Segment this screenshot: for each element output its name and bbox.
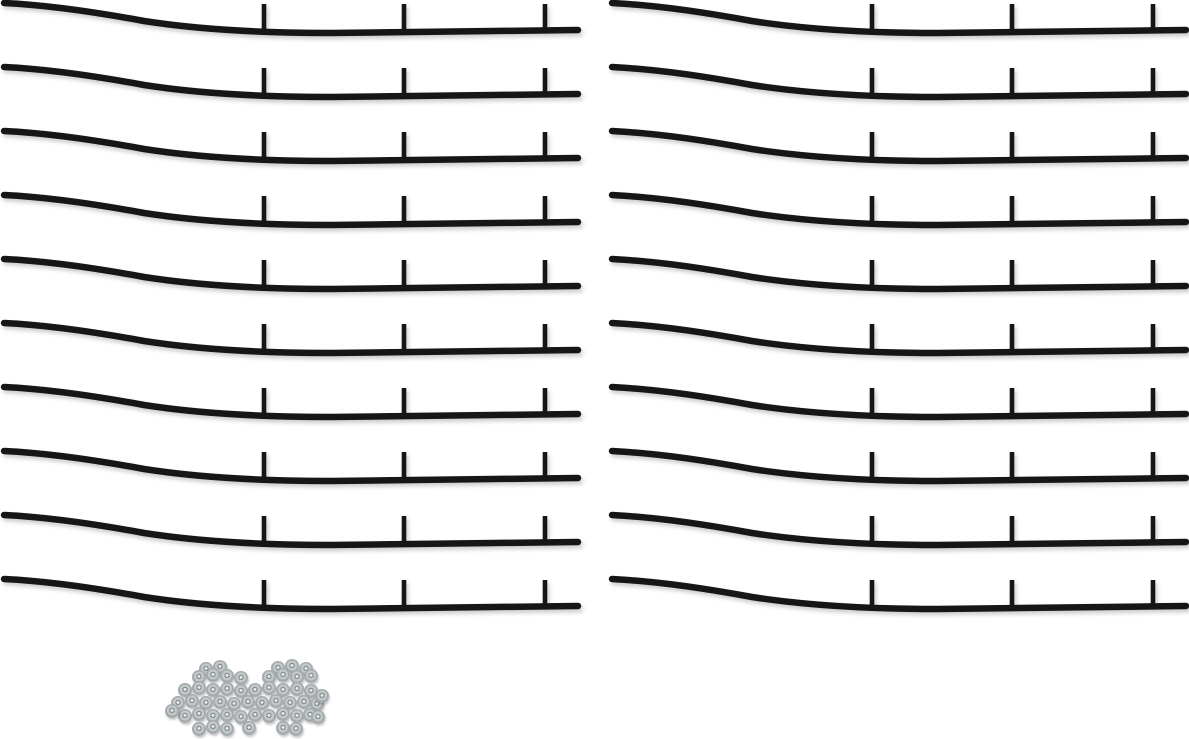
lock-nut <box>262 681 277 696</box>
runner-stud <box>264 260 545 286</box>
lock-nut <box>311 710 326 725</box>
runner-body <box>4 515 578 545</box>
runner-stud <box>264 388 545 414</box>
runner-stud <box>264 4 545 30</box>
lock-nut <box>206 668 221 683</box>
runner-body <box>4 195 578 225</box>
ski-runner <box>0 444 590 492</box>
lock-nut <box>206 720 221 735</box>
lock-nut <box>178 709 193 724</box>
ski-runner <box>608 572 1189 620</box>
runner-stud <box>264 580 545 606</box>
runner-body <box>4 131 578 161</box>
lock-nut <box>290 709 305 724</box>
runner-body <box>612 195 1186 225</box>
lock-nut <box>185 694 200 709</box>
runner-stud <box>264 68 545 94</box>
ski-runner <box>0 572 590 620</box>
runner-stud <box>264 324 545 350</box>
runner-body <box>4 579 578 609</box>
ski-runner <box>608 508 1189 556</box>
runner-stud <box>872 516 1153 542</box>
ski-runner <box>0 316 590 364</box>
ski-runner <box>0 124 590 172</box>
runner-body <box>612 3 1186 33</box>
lock-nut <box>276 707 291 722</box>
runner-body <box>4 67 578 97</box>
ski-runner <box>608 252 1189 300</box>
ski-runner <box>0 508 590 556</box>
runner-stud <box>264 196 545 222</box>
lock-nut <box>220 722 235 737</box>
lock-nut <box>213 695 228 710</box>
runner-body <box>612 515 1186 545</box>
ski-runner <box>0 60 590 108</box>
runner-stud <box>872 196 1153 222</box>
ski-runner <box>608 0 1189 44</box>
ski-runner <box>0 0 590 44</box>
runner-body <box>612 451 1186 481</box>
runner-stud <box>264 452 545 478</box>
runner-stud <box>872 580 1153 606</box>
lock-nut <box>289 722 304 737</box>
ski-runner <box>608 188 1189 236</box>
lock-nut <box>276 668 291 683</box>
runner-body <box>4 323 578 353</box>
lock-nut <box>192 681 207 696</box>
runner-stud <box>872 388 1153 414</box>
ski-runner <box>608 380 1189 428</box>
runner-body <box>4 259 578 289</box>
runner-body <box>612 259 1186 289</box>
lock-nut <box>304 669 319 684</box>
runner-body <box>612 67 1186 97</box>
runner-body <box>4 451 578 481</box>
ski-runner <box>0 380 590 428</box>
lock-nut <box>290 682 305 697</box>
runner-stud <box>872 68 1153 94</box>
runner-body <box>612 323 1186 353</box>
runner-stud <box>872 4 1153 30</box>
runner-body <box>4 3 578 33</box>
lock-nut <box>242 721 257 736</box>
ski-runner <box>608 60 1189 108</box>
ski-runner <box>0 252 590 300</box>
runner-body <box>612 387 1186 417</box>
lock-nut <box>262 709 277 724</box>
lock-nut <box>269 694 284 709</box>
runner-body <box>612 579 1186 609</box>
runner-stud <box>872 260 1153 286</box>
lock-nut <box>192 722 207 737</box>
ski-runner <box>608 316 1189 364</box>
ski-runner <box>608 124 1189 172</box>
lock-nut <box>192 707 207 722</box>
lock-nut <box>220 708 235 723</box>
runner-body <box>612 131 1186 161</box>
lock-nut <box>241 695 256 710</box>
lock-nut <box>220 682 235 697</box>
runner-stud <box>264 132 545 158</box>
runner-stud <box>872 452 1153 478</box>
lock-nut <box>315 689 330 704</box>
runner-stud <box>264 516 545 542</box>
runner-stud <box>872 132 1153 158</box>
ski-runner <box>0 188 590 236</box>
runner-body <box>4 387 578 417</box>
runner-stud <box>872 324 1153 350</box>
ski-runner <box>608 444 1189 492</box>
